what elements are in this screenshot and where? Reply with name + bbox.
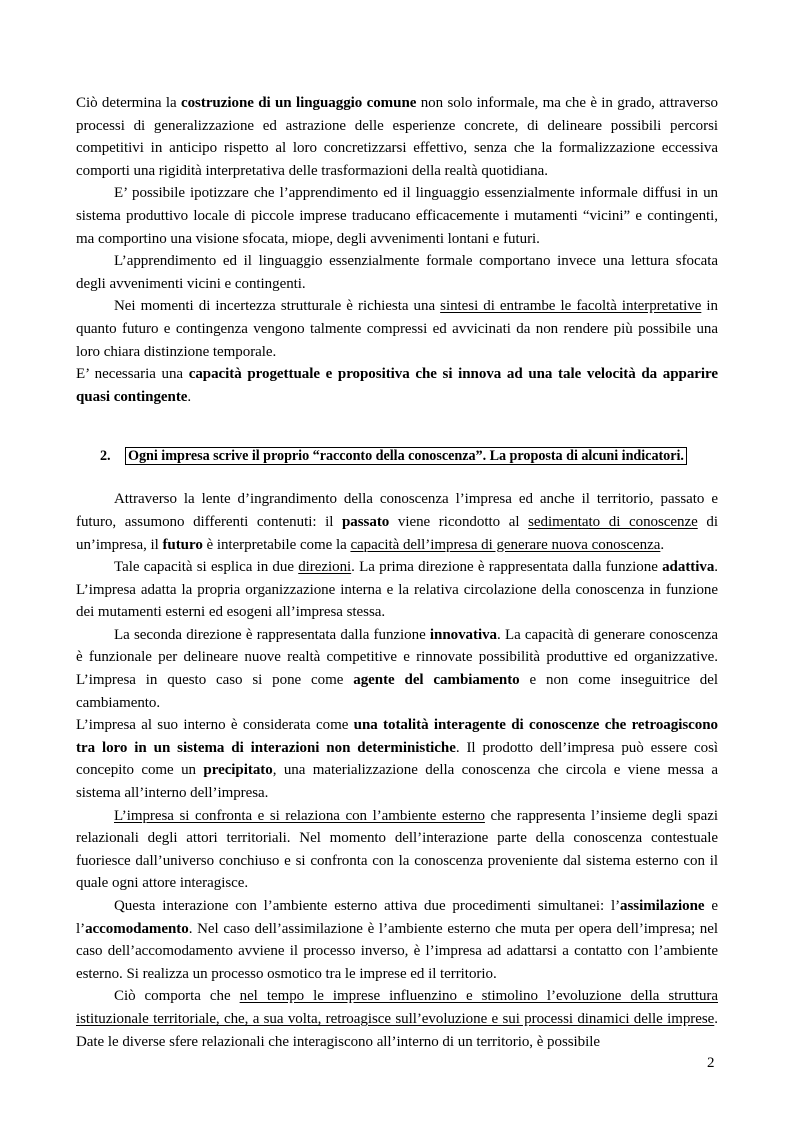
text-run: . La prima direzione è rappresentata dalla funzione bbox=[351, 559, 663, 576]
text-run: . bbox=[660, 536, 665, 553]
text-run: non solo informale, ma che è in grado, attraverso processi di generalizzazione ed astrazione delle esperienze concrete, di delineare possibili percorsi competitivi in anticipo rispetto al loro concretizzarsi effettivo, senza che la formalizzazione eccessiva comporti una rigidità interpretativa delle trasformazioni della realtà quotidiana. bbox=[76, 95, 718, 179]
text-run: che rappresenta l’insieme degli spazi relazionali degli attori territoriali. Nel momento dell’interazione parte della conoscenza contestuale fuoriesce dall’universo conchiuso e si confronta con la conoscenza proveniente dal sistema esterno con il quale ogni attore interagisce. bbox=[76, 807, 718, 892]
text-run: Attraverso la lente d’ingrandimento della conoscenza l’impresa ed anche il territorio, passato e futuro, assumono differenti contenuti: il bbox=[76, 491, 718, 530]
bold-text: precipitato bbox=[203, 762, 273, 779]
paragraph-p8 bbox=[76, 624, 718, 714]
bottom-paragraphs bbox=[76, 488, 718, 1053]
text-run: . Date le diverse sfere relazionali che interagiscono all’interno di un territorio, è possibile bbox=[76, 1010, 718, 1050]
text-run: La seconda direzione è rappresentata dalla funzione bbox=[114, 626, 430, 643]
paragraph-p9 bbox=[76, 714, 718, 804]
paragraph-p11 bbox=[76, 895, 718, 985]
paragraph-p10 bbox=[76, 805, 718, 895]
text-run: L’impresa al suo interno è considerata come bbox=[76, 717, 354, 734]
text-run: . bbox=[187, 388, 192, 405]
paragraph-p6 bbox=[76, 488, 718, 556]
paragraph-p4 bbox=[76, 295, 718, 363]
bold-text: una totalità interagente di conoscenze che retroagiscono tra loro in un sistema di interazioni non deterministiche bbox=[76, 717, 718, 756]
text-run: in quanto futuro e contingenza vengono talmente compressi ed avvicinati da non rendere più possibile una loro chiara distinzione temporale. bbox=[76, 298, 718, 360]
text-run: . L’impresa adatta la propria organizzazione interna e la relativa circolazione della conoscenza in funzione dei mutamenti esterni ed esogeni all’impresa stessa. bbox=[76, 559, 718, 621]
bold-text: assimilazione bbox=[620, 898, 705, 914]
paragraph-p12 bbox=[76, 985, 718, 1053]
text-run: è interpretabile come la bbox=[202, 536, 351, 553]
text-run: Ciò comporta che bbox=[114, 988, 240, 1005]
text-run: . Nel caso dell’assimilazione è l’ambiente esterno che muta per opera dell’impresa; nel caso dell’accomodamento avviene il processo inverso, è l’impresa ad adattarsi a contatto con l’ambiente esterno. Si realizza un processo osmotico tra le imprese ed il territorio. bbox=[76, 920, 718, 982]
bold-text: costruzione di un linguaggio comune bbox=[180, 95, 417, 111]
bold-text: accomodamento bbox=[85, 920, 189, 937]
text-run: Tale capacità si esplica in due bbox=[114, 559, 299, 576]
text-run: di un’impresa, il bbox=[76, 513, 718, 553]
text-run: L’apprendimento ed il linguaggio essenzialmente formale comportano invece una lettura sfocata degli avvenimenti vicini e contingenti. bbox=[76, 253, 718, 292]
paragraph-p7 bbox=[76, 556, 718, 624]
paragraph-p1 bbox=[76, 92, 718, 182]
paragraph-p5 bbox=[76, 363, 718, 408]
bold-text: agente del cambiamento bbox=[353, 672, 520, 689]
underlined-text: nel tempo le imprese influenzino e stimolino l’evoluzione della struttura istituzionale territoriale, che, a sua volta, retroagisce sull’evoluzione e sui processi dinamici delle imprese bbox=[76, 988, 718, 1027]
text-run: . La capacità di generare conoscenza è funzionale per delineare nuove realtà competitive e rinnovate possibilità produttive ed organizzative. L’impresa in questo caso si pone come bbox=[76, 626, 718, 689]
text-run: Nei momenti di incertezza strutturale è richiesta una bbox=[114, 298, 441, 315]
paragraph-p2 bbox=[76, 182, 718, 250]
bold-text: innovativa bbox=[429, 626, 498, 643]
section-title: Ogni impresa scrive il proprio “racconto della conoscenza”. La proposta di alcuni indicatori. bbox=[125, 447, 687, 465]
text-run: E’ possibile ipotizzare che l’apprendimento ed il linguaggio essenzialmente informale diffusi in un sistema produttivo locale di piccole imprese traducano efficacemente i mutamenti “vicini” e contingenti, ma comportino una visione sfocata, miope, degli avvenimenti lontani e futuri. bbox=[76, 185, 718, 247]
page-number: 2 bbox=[707, 1055, 715, 1071]
text-run: E’ necessaria una bbox=[76, 366, 189, 383]
underlined-text: L’impresa si confronta e si relaziona con l’ambiente esterno bbox=[114, 807, 485, 824]
underlined-text: direzioni bbox=[298, 559, 352, 576]
section-heading bbox=[76, 445, 718, 467]
text-run: e non come inseguitrice del cambiamento. bbox=[76, 672, 719, 711]
underlined-text: sedimentato di conoscenze bbox=[528, 513, 698, 530]
bold-text: futuro bbox=[162, 536, 203, 553]
bold-text: adattiva bbox=[662, 559, 715, 576]
underlined-text: capacità dell’impresa di generare nuova conoscenza bbox=[350, 536, 661, 553]
section-number: 2. bbox=[100, 448, 111, 465]
top-paragraphs bbox=[76, 92, 718, 408]
text-run: Questa interazione con l’ambiente esterno attiva due procedimenti simultanei: l’ bbox=[114, 898, 621, 914]
text-run: viene ricondotto al bbox=[389, 513, 529, 530]
text-run: Ciò determina la bbox=[76, 95, 181, 111]
bold-text: capacità progettuale e propositiva che si innova ad una tale velocità da apparire quasi contingente bbox=[76, 366, 718, 405]
paragraph-p3 bbox=[76, 250, 718, 295]
text-run: , una materializzazione della conoscenza che circola e viene messa a sistema all’interno dell’impresa. bbox=[76, 762, 718, 802]
underlined-text: sintesi di entrambe le facoltà interpretative bbox=[440, 298, 702, 315]
text-run: e l’ bbox=[76, 898, 718, 937]
bold-text: passato bbox=[342, 513, 390, 530]
body-text bbox=[76, 92, 718, 1053]
text-run: . Il prodotto dell’impresa può essere così concepito come un bbox=[76, 739, 718, 779]
